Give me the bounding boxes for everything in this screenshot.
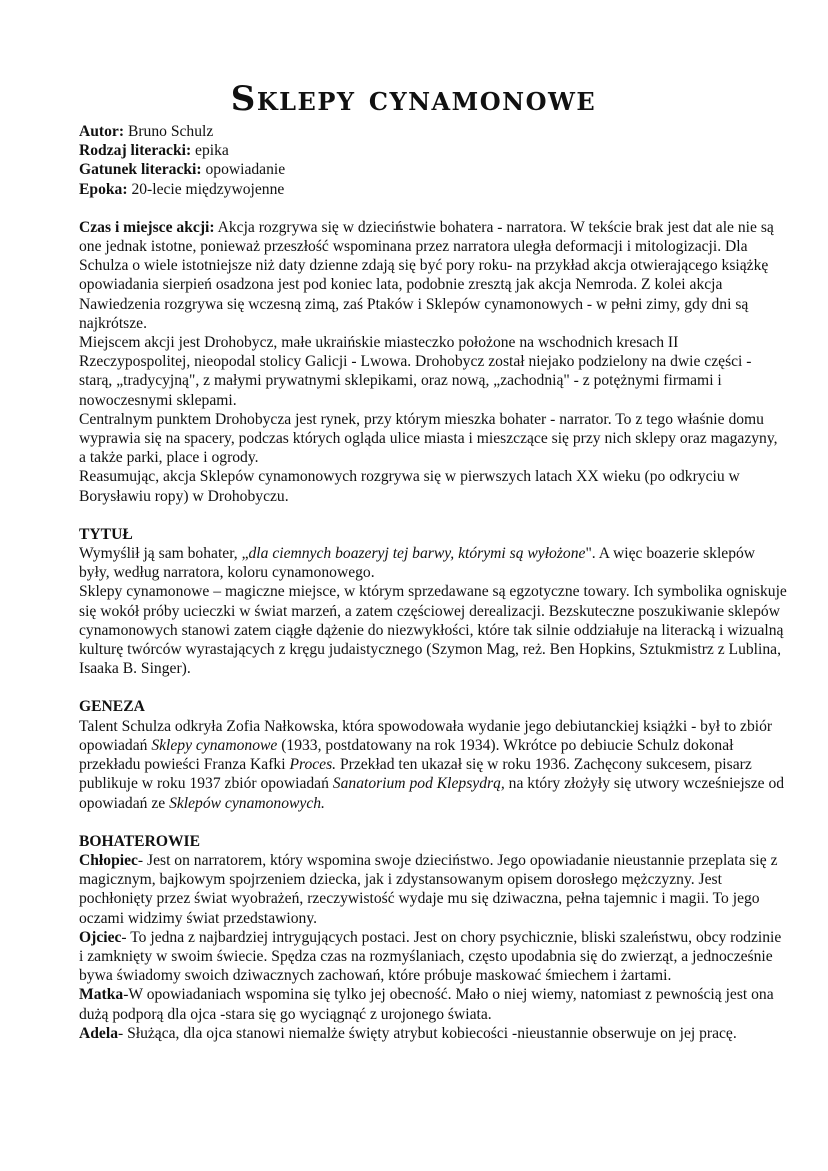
- section-characters: [79, 832, 788, 1043]
- time-place-paragraph-3: Centralnym punktem Drohobycza jest rynek, przy którym mieszka bohater - narrator. To z tego właśnie domu wyprawia się na spacery, podczas których ogląda ulice miasta i mieszczące się przy nich sklepy oraz magazyny, a także parki, place i ogrody.: [79, 410, 778, 467]
- meta-epoch: Epoka: 20-lecie międzywojenne: [79, 180, 285, 198]
- time-place-paragraph-1: Czas i miejsce akcji: Akcja rozgrywa się w dzieciństwie bohatera - narratora. W tekście brak jest dat ale nie są one jednak istotne, ponieważ przeszłość wspominana przez narratora uległa deformacji i mitologizacji. Dla Schulza o wiele istotniejsze niż daty dzienne zdają się być pory roku- na przykład akcja otwierającego książkę opowiadania sierpień osadzona jest pod koniec lata, podobnie zresztą jak akcja Nemroda. Z kolei akcja Nawiedzenia rozgrywa się wczesną zimą, zaś Ptaków i Sklepów cynamonowych - w pełni zimy, gdy dni są najkrótsze.: [79, 218, 774, 332]
- page-title: Sklepy cynamonowe: [230, 79, 597, 119]
- meta-genre: Gatunek literacki: opowiadanie: [79, 161, 286, 179]
- section-heading-geneza: GENEZA: [79, 698, 145, 716]
- meta-genre-kind: Rodzaj literacki: epika: [79, 142, 229, 160]
- geneza-paragraph: Talent Schulza odkryła Zofia Nałkowska, która spowodowała wydanie jego debiutanckiej książki - był to zbiór opowiadań Sklepy cynamonowe (1933, postdatowany na rok 1934). Wkrótce po debiucie Schulz dokonał przekładu powieści Franza Kafki Proces. Przekład ten ukazał się w roku 1936. Zachęcony sukcesem, pisarz publikuje w roku 1937 zbiór opowiadań Sanatorium pod Klepsydrą, na który złożyły się utwory wcześniejsze od opowiadań ze Sklepów cynamonowych.: [79, 717, 785, 812]
- tytul-paragraph-2: Sklepy cynamonowe – magiczne miejsce, w którym sprzedawane są egzotyczne towary. Ich symbolika ogniskuje się wokół próby ucieczki w świat marzeń, a zatem częściowej derealizacji. Bezskuteczne poszukiwanie sklepów cynamonowych stanowi zatem ciągłe dążenie do niezwykłości, które tak silnie oddziałuje na literacką i wizualną kulturę twórców wyrastających z kręgu judaistycznego (Szymon Mag, reż. Ben Hopkins, Sztukmistrz z Lublina, Isaaka B. Singer).: [79, 583, 787, 678]
- meta-author: Autor: Bruno Schulz: [79, 123, 214, 140]
- character-ojciec: Ojciec- To jedna z najbardziej intrygujących postaci. Jest on chory psychicznie, bliski szaleństwu, obcy rodzinie i zamknięty w swoim świecie. Spędza czas na rozmyślaniach, często upodabnia się do zwierząt, a jednocześnie bywa świadomy swoich dziwacznych zachowań, które próbuje maskować śmiechem i żartami.: [79, 928, 782, 985]
- time-place-paragraph-2: Miejscem akcji jest Drohobycz, małe ukraińskie miasteczko położone na wschodnich kresach II Rzeczypospolitej, nieopodal stolicy Galicji - Lwowa. Drohobycz został niejako podzielony na dwie części - starą, „tradycyjną", z małymi prywatnymi sklepikami, oraz nową, „zachodnią" - z potężnymi firmami i nowoczesnymi sklepami.: [79, 334, 752, 409]
- character-chlopiec: Chłopiec- Jest on narratorem, który wspomina swoje dzieciństwo. Jego opowiadanie nieustannie przeplata się z magicznym, bajkowym spojrzeniem dziecka, jak i zdystansowanym opisem dorosłego mężczyzny. Jest pochłonięty przez świat wyobrażeń, rzeczywistość wydaje mu się dziwaczna, pełna tajemnic i magii. To jego oczami widzimy świat przedstawiony.: [79, 851, 778, 927]
- section-heading-tytul: TYTUŁ: [79, 525, 133, 543]
- time-place-paragraph-4: Reasumując, akcja Sklepów cynamonowych rozgrywa się w pierwszych latach XX wieku (po odkryciu w Borysławiu ropy) w Drohobyczu.: [79, 468, 740, 505]
- section-title-meaning: [79, 525, 788, 679]
- character-matka: Matka-W opowiadaniach wspomina się tylko jej obecność. Mało o niej wiemy, natomiast z pewnością jest ona dużą podporą dla ojca -stara się go wyciągnąć z urojonego świata.: [79, 986, 774, 1023]
- tytul-paragraph-1: Wymyślił ją sam bohater, „dla ciemnych boazeryj tej barwy, którymi są wyłożone". A więc boazerie sklepów były, według narratora, koloru cynamonowego.: [79, 545, 756, 582]
- section-genesis: [79, 697, 788, 812]
- section-time-place: [79, 218, 788, 506]
- character-adela: Adela- Służąca, dla ojca stanowi niemalże święty atrybut kobiecości -nieustannie obserwuje on jej pracę.: [79, 1024, 737, 1042]
- section-heading-bohaterowie: BOHATEROWIE: [79, 832, 201, 850]
- metadata-block: [79, 122, 788, 199]
